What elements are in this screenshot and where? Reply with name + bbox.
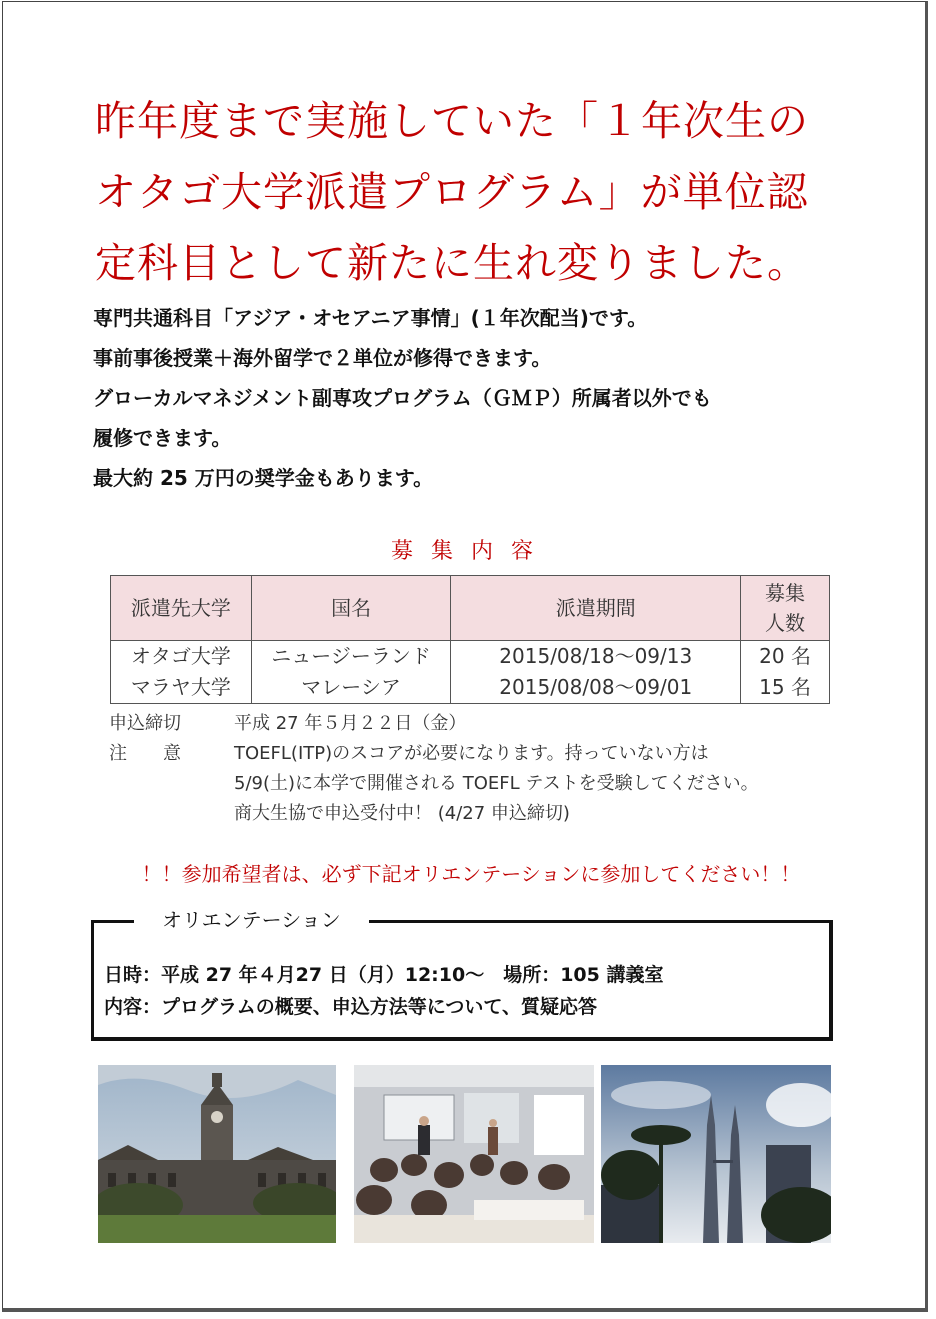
cell-count: 15 名: [741, 672, 830, 704]
intro-line: 事前事後授業＋海外留学で２単位が修得できます。: [93, 346, 552, 370]
headline: [95, 86, 875, 299]
intro-text: [93, 298, 853, 498]
caution-body: [234, 739, 759, 829]
cell-university: オタゴ大学: [111, 641, 252, 673]
cell-country: マレーシア: [251, 672, 451, 704]
deadline-row: [109, 709, 869, 739]
table-row: [111, 641, 830, 673]
caution-label: 注 意: [109, 743, 181, 764]
cell-country: ニュージーランド: [251, 641, 451, 673]
headline-line: オタゴ大学派遣プログラム」が単位認: [95, 168, 809, 216]
photo-university-clocktower: [98, 1065, 336, 1243]
header-count: [741, 576, 830, 641]
recruitment-table: [110, 575, 830, 704]
header-count-line: 募集: [765, 581, 806, 605]
deadline-value: 平成 27 年５月２２日（金）: [234, 713, 467, 734]
header-period: 派遣期間: [451, 576, 741, 641]
section-title: 募集内容: [390, 539, 551, 564]
cell-university: マラヤ大学: [111, 672, 252, 704]
intro-line: 専門共通科目「アジア・オセアニア事情」(１年次配当)です。: [93, 306, 648, 330]
deadline-label: 申込締切: [109, 713, 181, 734]
caution-row: [109, 739, 869, 829]
headline-line: 定科目として新たに生れ変りました。: [95, 239, 809, 287]
orientation-datetime: 日時：平成 27 年４月27 日（月）12:10～ 場所：105 講義室: [104, 964, 664, 986]
caution-line: 5/9(土)に本学で開催される TOEFL テストを受験してください。: [234, 773, 759, 794]
header-university: 派遣先大学: [111, 576, 252, 641]
orientation-details: [104, 959, 663, 1023]
orientation-box: [91, 908, 833, 1041]
table-header-row: [111, 576, 830, 641]
table-row: [111, 672, 830, 704]
header-count-line: 人数: [765, 611, 806, 635]
caution-line: TOEFL(ITP)のスコアが必要になります。持っていない方は: [234, 743, 709, 764]
application-notes: [109, 709, 869, 829]
orientation-content: 内容：プログラムの概要、申込方法等について、質疑応答: [104, 996, 598, 1018]
cell-count: 20 名: [741, 641, 830, 673]
cell-period: 2015/08/08～09/01: [451, 672, 741, 704]
photo-petronas-towers: [601, 1065, 831, 1243]
photo-classroom: [354, 1065, 594, 1243]
headline-line: 昨年度まで実施していた「１年次生の: [95, 97, 809, 145]
intro-line: 最大約 25 万円の奨学金もあります。: [93, 466, 434, 490]
flyer-page: [2, 1, 928, 1312]
intro-line: グローカルマネジメント副専攻プログラム（ＧＭＰ）所属者以外でも: [93, 386, 712, 410]
header-country: 国名: [251, 576, 451, 641]
caution-line: 商大生協で申込受付中！ (4/27 申込締切): [234, 803, 570, 824]
orientation-title: オリエンテーション: [134, 903, 369, 937]
attendance-warning: ！！参加希望者は、必ず下記オリエンテーションに参加してください！！: [141, 862, 801, 886]
intro-line: 履修できます。: [93, 426, 232, 450]
cell-period: 2015/08/18～09/13: [451, 641, 741, 673]
